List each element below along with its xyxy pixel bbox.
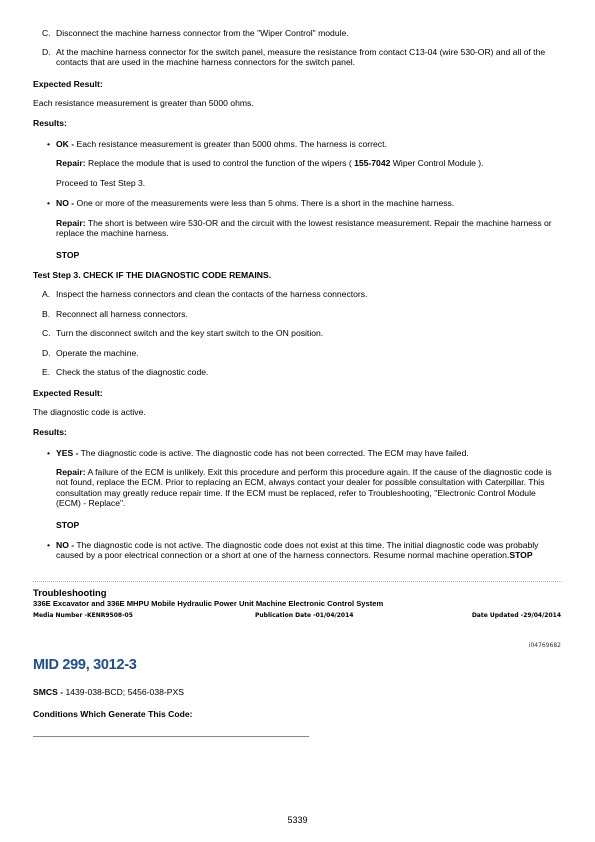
- bullet-icon: •: [47, 198, 51, 208]
- ok-label: OK -: [56, 139, 75, 149]
- step-text: Inspect the harness connectors and clean the contacts of the harness connectors.: [56, 289, 368, 299]
- step-letter: D.: [42, 348, 51, 358]
- results-heading: Results:: [33, 427, 67, 437]
- divider: [33, 581, 562, 582]
- page-number: 5339: [287, 815, 308, 825]
- repair-text: The short is between wire 530-OR and the circuit with the lowest resistance measurement. Repair the machine harness or replace the machine harness.: [56, 218, 552, 239]
- repair-label: Repair:: [56, 158, 86, 168]
- footer-subtitle: 336E Excavator and 336E MHPU Mobile Hydraulic Power Unit Machine Electronic Control System: [33, 599, 384, 608]
- expected-result-heading: Expected Result:: [33, 388, 103, 398]
- step-text: Check the status of the diagnostic code.: [56, 367, 209, 377]
- step-text: Reconnect all harness connectors.: [56, 309, 188, 319]
- expected-result-text: The diagnostic code is active.: [33, 407, 146, 417]
- stop-label: STOP: [56, 520, 80, 530]
- no-repair: [56, 218, 561, 239]
- step-text: Turn the disconnect switch and the key start switch to the ON position.: [56, 328, 324, 338]
- stop-label: STOP: [56, 250, 80, 260]
- ok-repair: [56, 158, 561, 168]
- step-letter: D.: [42, 47, 51, 57]
- result-no-2: [56, 540, 561, 561]
- smcs-text: 1439-038-BCD; 5456-038-PXS: [63, 687, 184, 697]
- media-number: Media Number -KENR9508-05: [33, 612, 133, 619]
- bullet-icon: •: [47, 139, 51, 149]
- no-label: NO -: [56, 540, 75, 550]
- ok-text: Each resistance measurement is greater than 5000 ohms. The harness is correct.: [74, 139, 387, 149]
- result-no: [56, 198, 561, 208]
- doc-id: i04769682: [528, 642, 561, 649]
- step-letter: B.: [42, 309, 51, 319]
- proceed-text: Proceed to Test Step 3.: [56, 178, 146, 188]
- step-letter: C.: [42, 28, 51, 38]
- no-text: One or more of the measurements were less than 5 ohms. There is a short in the machine harness.: [74, 198, 455, 208]
- repair-text: A failure of the ECM is unlikely. Exit this procedure and perform this procedure again. If the cause of the diagnostic code is not found, replace the ECM. Prior to replacing an ECM, always contact your dealer for possible consultation with Caterpillar. This consultation may greatly reduce repair time. If the ECM must be replaced, refer to Troubleshooting, "Electronic Control Module (ECM) - Replace".: [56, 467, 552, 509]
- step-text: Operate the machine.: [56, 348, 139, 358]
- publication-date: Publication Date -01/04/2014: [255, 612, 354, 619]
- step-text: At the machine harness connector for the switch panel, measure the resistance from contact C13-04 (wire 530-OR) and all of the contacts that are used in the machine harness connectors for the switch panel.: [56, 47, 546, 68]
- no-text: The diagnostic code is not active. The diagnostic code does not exist at this time. The initial diagnostic code was probably caused by a poor electrical connection or a short at one of the harness connectors. Resume normal machine operation.: [56, 540, 539, 561]
- expected-result-text: Each resistance measurement is greater than 5000 ohms.: [33, 98, 254, 108]
- repair-text: Replace the module that is used to control the function of the wipers (: [85, 158, 355, 168]
- page-title: MID 299, 3012-3: [33, 657, 137, 673]
- yes-repair: [56, 467, 561, 509]
- bullet-icon: •: [47, 448, 51, 458]
- smcs-label: SMCS -: [33, 687, 64, 697]
- smcs-line: [33, 687, 184, 697]
- repair-label: Repair:: [56, 218, 86, 228]
- yes-text: The diagnostic code is active. The diagnostic code has not been corrected. The ECM may have failed.: [78, 448, 469, 458]
- no-label: NO -: [56, 198, 75, 208]
- conditions-heading: Conditions Which Generate This Code:: [33, 709, 193, 719]
- test-step-title: Test Step 3. CHECK IF THE DIAGNOSTIC CODE REMAINS.: [33, 270, 272, 280]
- footer-title: Troubleshooting: [33, 587, 107, 598]
- results-heading: Results:: [33, 118, 67, 128]
- repair-label: Repair:: [56, 467, 86, 477]
- repair-text-end: Wiper Control Module ).: [390, 158, 484, 168]
- result-yes: [56, 448, 561, 458]
- stop-label: STOP: [509, 550, 533, 561]
- result-ok: [56, 139, 561, 149]
- step-letter: A.: [42, 289, 51, 299]
- yes-label: YES -: [56, 448, 79, 458]
- expected-result-heading: Expected Result:: [33, 79, 103, 89]
- part-number: 155-7042: [354, 158, 391, 168]
- step-text: Disconnect the machine harness connector from the "Wiper Control" module.: [56, 28, 349, 38]
- step-letter: C.: [42, 328, 51, 338]
- bullet-icon: •: [47, 540, 51, 550]
- divider-line: [33, 736, 309, 737]
- date-updated: Date Updated -29/04/2014: [471, 612, 561, 619]
- step-letter: E.: [42, 367, 51, 377]
